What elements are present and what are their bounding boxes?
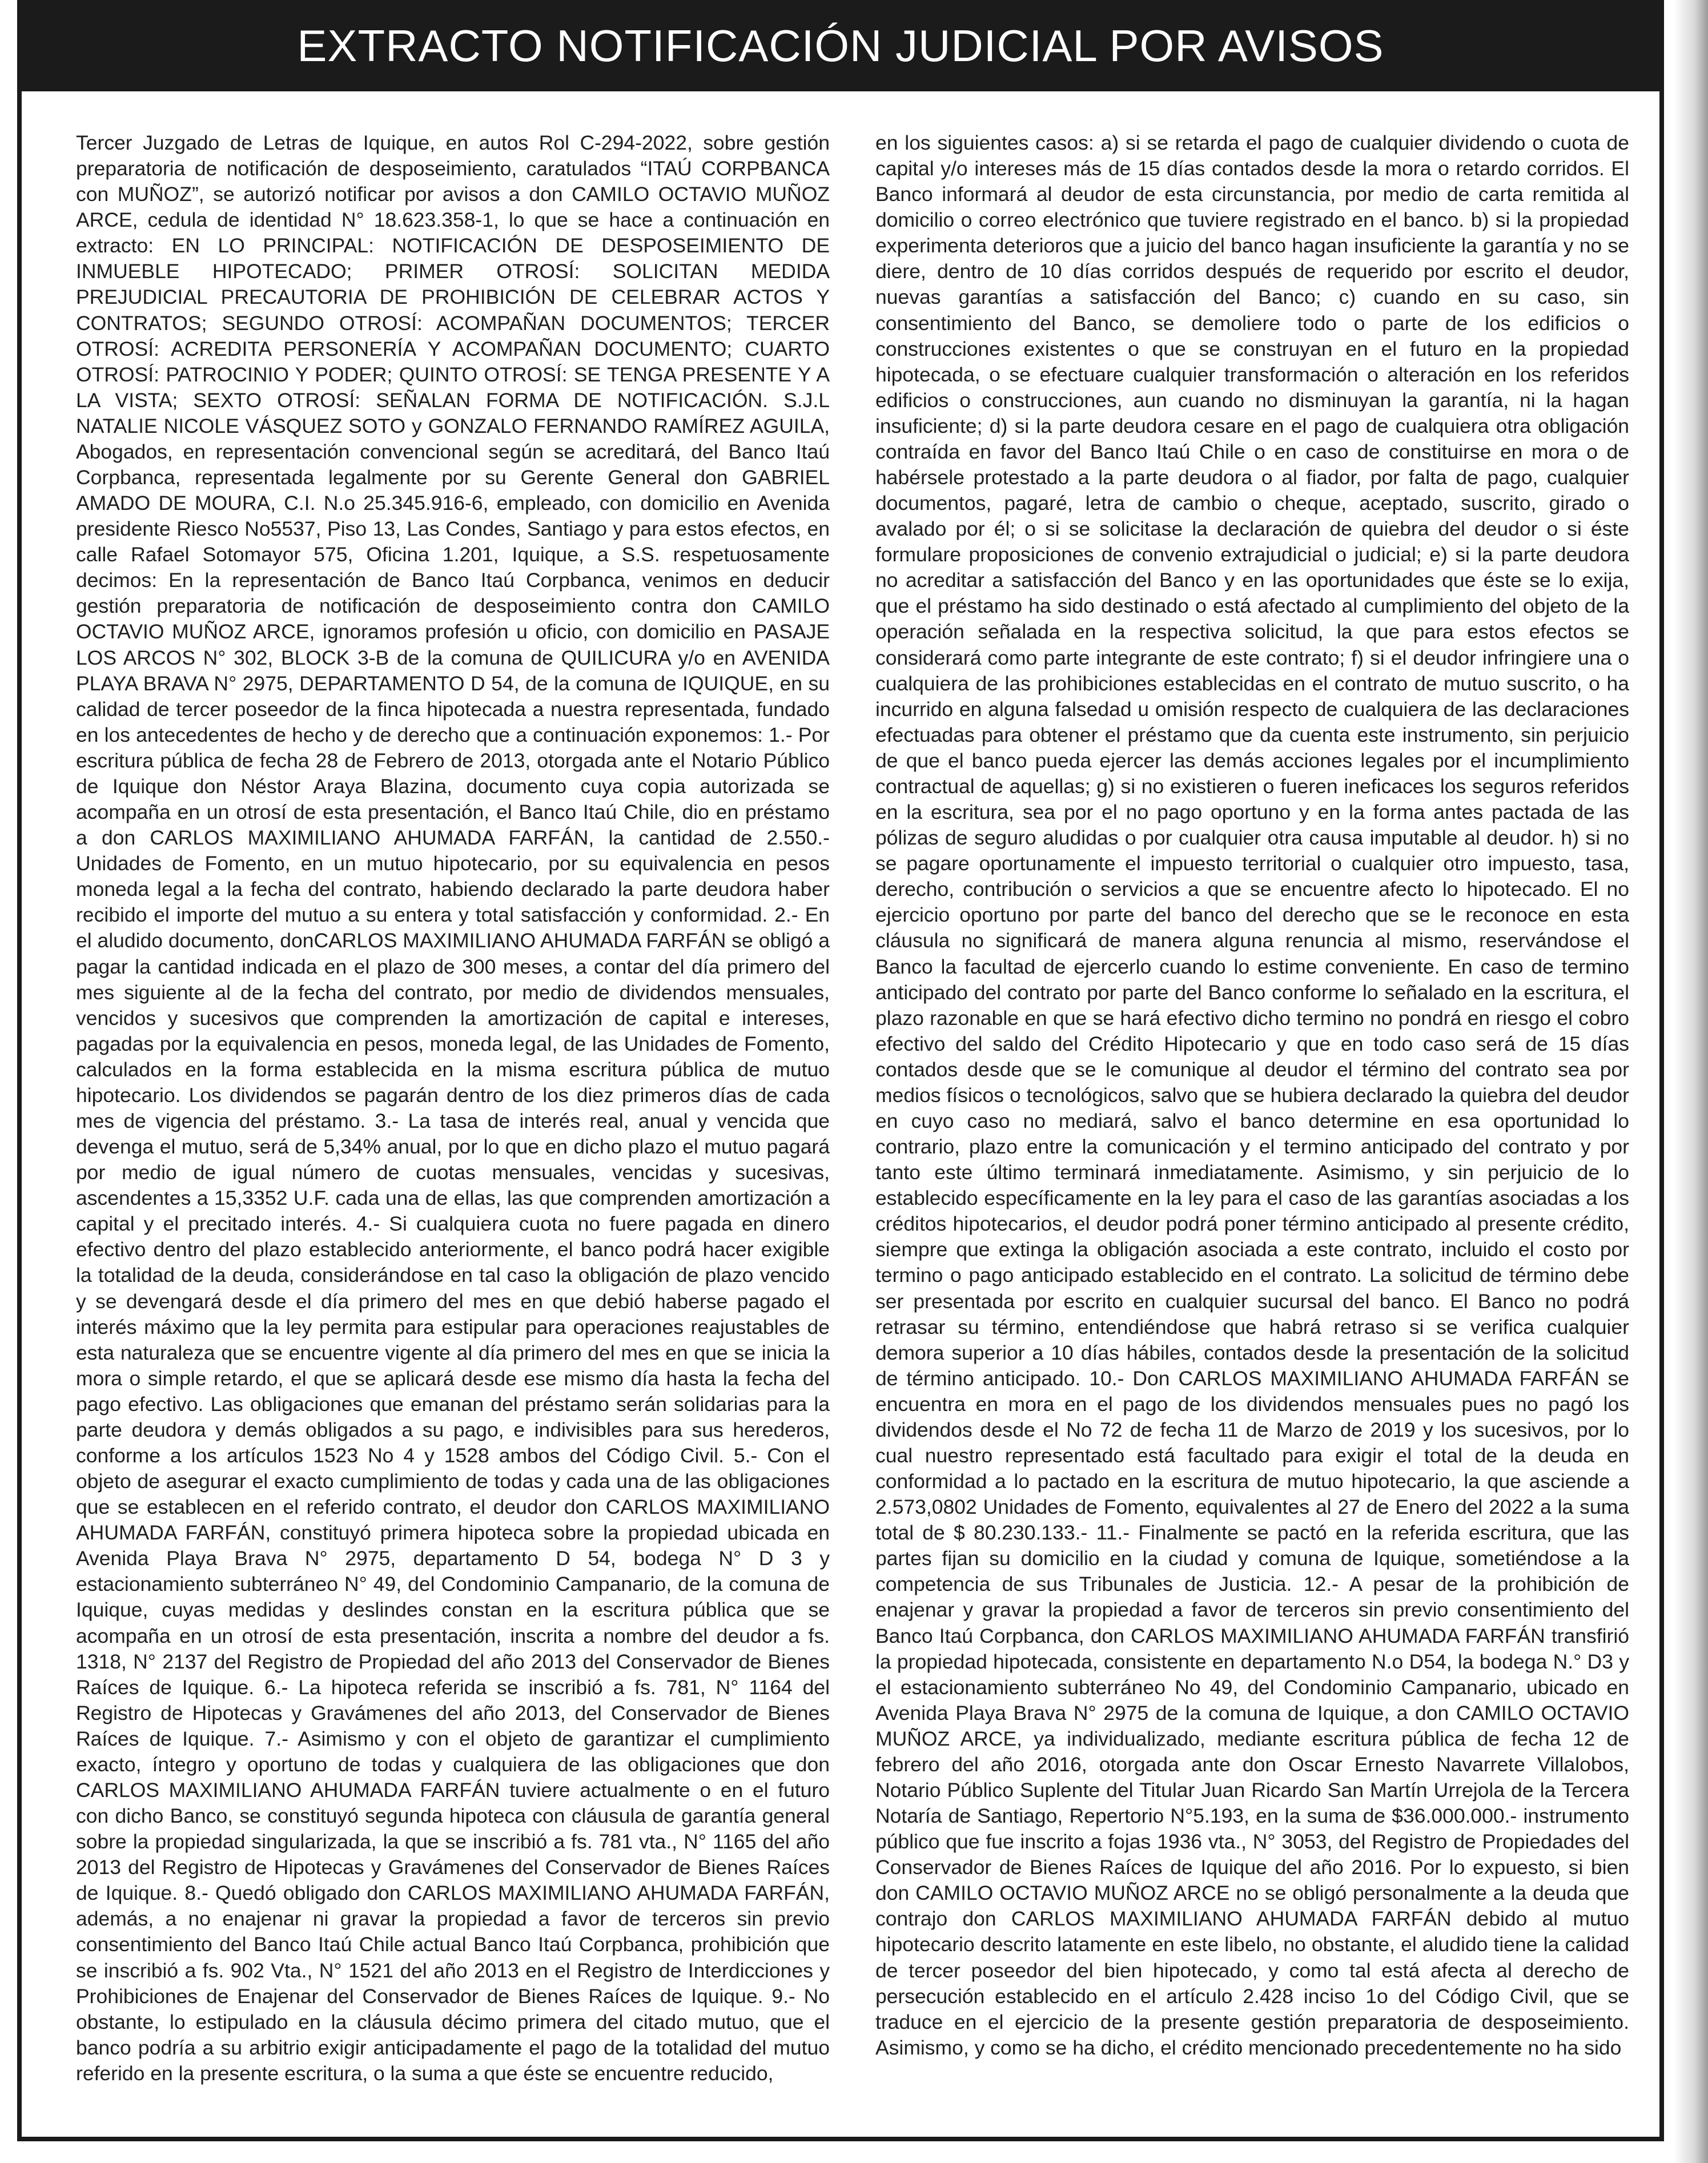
page-edge-shadow bbox=[1674, 0, 1708, 2163]
title-bar bbox=[22, 0, 1659, 91]
notice-frame bbox=[17, 0, 1664, 2141]
notice-title: EXTRACTO NOTIFICACIÓN JUDICIAL POR AVISOS bbox=[297, 20, 1384, 71]
text-column-left: Tercer Juzgado de Letras de Iquique, en autos Rol C-294-2022, sobre gestión preparatoria de notificación de desposeimiento, caratulados “ITAÚ CORPBANCA con MUÑOZ”, se autorizó notificar por avisos a don CAMILO OCTAVIO MUÑOZ ARCE, cedula de identidad N° 18.623.358-1, lo que se hace a continuación en extracto: EN LO PRINCIPAL: NOTIFICACIÓN DE DESPOSEIMIENTO DE INMUEBLE HIPOTECADO; PRIMER OTROSÍ: SOLICITAN MEDIDA PREJUDICIAL PRECAUTORIA DE PROHIBICIÓN DE CELEBRAR ACTOS Y CONTRATOS; SEGUNDO OTROSÍ: ACOMPAÑAN DOCUMENTOS; TERCER OTROSÍ: ACREDITA PERSONERÍA Y ACOMPAÑAN DOCUMENTO; CUARTO OTROSÍ: PATROCINIO Y PODER; QUINTO OTROSÍ: SE TENGA PRESENTE Y A LA VISTA; SEXTO OTROSÍ: SEÑALAN FORMA DE NOTIFICACIÓN. S.J.L NATALIE NICOLE VÁSQUEZ SOTO y GONZALO FERNANDO RAMÍREZ AGUILA, Abogados, en representación convencional según se acreditará, del Banco Itaú Corpbanca, representada legalmente por su Gerente General don GABRIEL AMADO DE MOURA, C.I. N.o 25.345.916-6, empleado, con domicilio en Avenida presidente Riesco No5537, Piso 13, Las Condes, Santiago y para estos efectos, en calle Rafael Sotomayor 575, Oficina 1.201, Iquique, a S.S. respetuosamente decimos: En la representación de Banco Itaú Corpbanca, venimos en deducir gestión preparatoria de notificación de desposeimiento contra don CAMILO OCTAVIO MUÑOZ ARCE, ignoramos profesión u oficio, con domicilio en PASAJE LOS ARCOS N° 302, BLOCK 3-B de la comuna de QUILICURA y/o en AVENIDA PLAYA BRAVA N° 2975, DEPARTAMENTO D 54, de la comuna de IQUIQUE, en su calidad de tercer poseedor de la finca hipotecada a nuestra representada, fundado en los antecedentes de hecho y de derecho que a continuación exponemos: 1.- Por escritura pública de fecha 28 de Febrero de 2013, otorgada ante el Notario Público de Iquique don Néstor Araya Blazina, documento cuya copia autorizada se acompaña en un otrosí de esta presentación, el Banco Itaú Chile, dio en préstamo a don CARLOS MAXIMILIANO AHUMADA FARFÁN, la cantidad de 2.550.- Unidades de Fomento, en un mutuo hipotecario, por su equivalencia en pesos moneda legal a la fecha del contrato, habiendo declarado la parte deudora haber recibido el importe del mutuo a su entera y total satisfacción y conformidad. 2.- En el aludido documento, donCARLOS MAXIMILIANO AHUMADA FARFÁN se obligó a pagar la cantidad indicada en el plazo de 300 meses, a contar del día primero del mes siguiente al de la fecha del contrato, por medio de dividendos mensuales, vencidos y sucesivos que comprenden la amortización de capital e intereses, pagadas por la equivalencia en pesos, moneda legal, de las Unidades de Fomento, calculados en la forma establecida en la misma escritura pública de mutuo hipotecario. Los dividendos se pagarán dentro de los diez primeros días de cada mes de vigencia del préstamo. 3.- La tasa de interés real, anual y vencida que devenga el mutuo, será de 5,34% anual, por lo que en dicho plazo el mutuo pagará por medio de igual número de cuotas mensuales, vencidas y sucesivas, ascendentes a 15,3352 U.F. cada una de ellas, las que comprenden amortización a capital y el precitado interés. 4.- Si cualquiera cuota no fuere pagada en dinero efectivo dentro del plazo establecido anteriormente, el banco podrá hacer exigible la totalidad de la deuda, considerándose en tal caso la obligación de plazo vencido y se devengará desde el día primero del mes en que debió haberse pagado el interés máximo que la ley permita para estipular para operaciones reajustables de esta naturaleza que se encuentre vigente al día primero del mes en que se inicia la mora o simple retardo, el que se aplicará desde ese mismo día hasta la fecha del pago efectivo. Las obligaciones que emanan del préstamo serán solidarias para la parte deudora y demás obligados a su pago, e indivisibles para sus herederos, conforme a los artículos 1523 No 4 y 1528 ambos del Código Civil. 5.- Con el objeto de asegurar el exacto cumplimiento de todas y cada una de las obligaciones que se establecen en el referido contrato, el deudor don CARLOS MAXIMILIANO AHUMADA FARFÁN, constituyó primera hipoteca sobre la propiedad ubicada en Avenida Playa Brava N° 2975, departamento D 54, bodega N° D 3 y estacionamiento subterráneo N° 49, del Condominio Campanario, de la comuna de Iquique, cuyas medidas y deslindes constan en la escritura pública que se acompaña en un otrosí de esta presentación, inscrita a nombre del deudor a fs. 1318, N° 2137 del Registro de Propiedad del año 2013 del Conservador de Bienes Raíces de Iquique. 6.- La hipoteca referida se inscribió a fs. 781, N° 1164 del Registro de Hipotecas y Gravámenes del año 2013, del Conservador de Bienes Raíces de Iquique. 7.- Asimismo y con el objeto de garantizar el cumplimiento exacto, íntegro y oportuno de todas y cualquiera de las obligaciones que don CARLOS MAXIMILIANO AHUMADA FARFÁN tuviere actualmente o en el futuro con dicho Banco, se constituyó segunda hipoteca con cláusula de garantía general sobre la propiedad singularizada, la que se inscribió a fs. 781 vta., N° 1165 del año 2013 del Registro de Hipotecas y Gravámenes del Conservador de Bienes Raíces de Iquique. 8.- Quedó obligado don CARLOS MAXIMILIANO AHUMADA FARFÁN, además, a no enajenar ni gravar la propiedad a favor de terceros sin previo consentimiento del Banco Itaú Chile actual Banco Itaú Corpbanca, prohibición que se inscribió a fs. 902 Vta., N° 1521 del año 2013 en el Registro de Interdicciones y Prohibiciones de Enajenar del Conservador de Bienes Raíces de Iquique. 9.- No obstante, lo estipulado en la cláusula décimo primera del citado mutuo, que el banco podría a su arbitrio exigir anticipadamente el pago de la totalidad del mutuo referido en la presente escritura, o la suma a que éste se encuentre reducido, bbox=[76, 131, 830, 2085]
text-column-right: en los siguientes casos: a) si se retarda el pago de cualquier dividendo o cuota de capital y/o intereses más de 15 días contados desde la mora o retardo corridos. El Banco informará al deudor de esta circunstancia, por medio de carta remitida al domicilio o correo electrónico que tuviere registrado en el banco. b) si la propiedad experimenta deterioros que a juicio del banco hagan insuficiente la garantía y no se diere, dentro de 10 días corridos después de requerido por escrito el deudor, nuevas garantías a satisfacción del Banco; c) cuando en su caso, sin consentimiento del Banco, se demoliere todo o parte de los edificios o construcciones existentes o que se construyan en el futuro en la propiedad hipotecada, o se efectuare cualquier transformación o alteración en los referidos edificios o construcciones, aun cuando no disminuyan la garantía, ni la hagan insuficiente; d) si la parte deudora cesare en el pago de cualquiera otra obligación contraída en favor del Banco Itaú Chile o en caso de constituirse en mora o de habérsele protestado a la parte deudora o al fiador, por falta de pago, cualquier documentos, pagaré, letra de cambio o cheque, aceptado, suscrito, girado o avalado por él; o si se solicitase la declaración de quiebra del deudor o si éste formulare proposiciones de convenio extrajudicial o judicial; e) si la parte deudora no acreditar a satisfacción del Banco y en las oportunidades que éste se lo exija, que el préstamo ha sido destinado o está afectado al cumplimiento del objeto de la operación señalada en la respectiva solicitud, la que para estos efectos se considerará como parte integrante de este contrato; f) si el deudor infringiere una o cualquiera de las prohibiciones establecidas en el contrato de mutuo suscrito, o ha incurrido en alguna falsedad u omisión respecto de cualquiera de las declaraciones efectuadas para obtener el préstamo que da cuenta este instrumento, sin perjuicio de que el banco pueda ejercer las demás acciones legales por el incumplimiento contractual de aquellas; g) si no existieren o fueren ineficaces los seguros referidos en la escritura, sea por el no pago oportuno y en la forma antes pactada de las pólizas de seguro aludidas o por cualquier otra causa imputable al deudor. h) si no se pagare oportunamente el impuesto territorial o cualquier otro impuesto, tasa, derecho, contribución o servicios a que se encuentre afecto lo hipotecado. El no ejercicio oportuno por parte del banco del derecho que se le reconoce en esta cláusula no significará de manera alguna renuncia al mismo, reservándose el Banco la facultad de ejercerlo cuando lo estime conveniente. En caso de termino anticipado del contrato por parte del Banco conforme lo señalado en la escritura, el plazo razonable en que se hará efectivo dicho termino no pondrá en riesgo el cobro efectivo del saldo del Crédito Hipotecario y que en todo caso será de 15 días contados desde que se le comunique al deudor el término del contrato sea por medios físicos o tecnológicos, salvo que se hubiera declarado la quiebra del deudor en cuyo caso no mediará, salvo el banco determine en esa oportunidad lo contrario, plazo entre la comunicación y el termino anticipado del contrato y por tanto este último terminará inmediatamente. Asimismo, y sin perjuicio de lo establecido específicamente en la ley para el caso de las garantías asociadas a los créditos hipotecarios, el deudor podrá poner término anticipado al presente crédito, siempre que extinga la obligación asociada a este contrato, incluido el costo por termino o pago anticipado establecido en el contrato. La solicitud de término debe ser presentada por escrito en cualquier sucursal del banco. El Banco no podrá retrasar su término, entendiéndose que habrá retraso si se verifica cualquier demora superior a 10 días hábiles, contados desde la presentación de la solicitud de término anticipado. 10.- Don CARLOS MAXIMILIANO AHUMADA FARFÁN se encuentra en mora en el pago de los dividendos mensuales pues no pagó los dividendos desde el No 72 de fecha 11 de Marzo de 2019 y los sucesivos, por lo cual nuestro representado está facultado para exigir el total de la deuda en conformidad a lo pactado en la escritura de mutuo hipotecario, la que asciende a 2.573,0802 Unidades de Fomento, equivalentes al 27 de Enero del 2022 a la suma total de $ 80.230.133.- 11.- Finalmente se pactó en la referida escritura, que las partes fijan su domicilio en la ciudad y comuna de Iquique, sometiéndose a la competencia de sus Tribunales de Justicia. 12.- A pesar de la prohibición de enajenar y gravar la propiedad a favor de terceros sin previo consentimiento del Banco Itaú Corpbanca, don CARLOS MAXIMILIANO AHUMADA FARFÁN transfirió la propiedad hipotecada, consistente en departamento N.o D54, la bodega N.° D3 y el estacionamiento subterráneo No 49, del Condominio Campanario, ubicado en Avenida Playa Brava N° 2975 de la comuna de Iquique, a don CAMILO OCTAVIO MUÑOZ ARCE, ya individualizado, mediante escritura pública de fecha 12 de febrero del año 2016, otorgada ante don Oscar Ernesto Navarrete Villalobos, Notario Público Suplente del Titular Juan Ricardo San Martín Urrejola de la Tercera Notaría de Santiago, Repertorio N°5.193, en la suma de $36.000.000.- instrumento público que fue inscrito a fojas 1936 vta., N° 3053, del Registro de Propiedades del Conservador de Bienes Raíces de Iquique del año 2016. Por lo expuesto, si bien don CAMILO OCTAVIO MUÑOZ ARCE no se obligó personalmente a la deuda que contrajo don CARLOS MAXIMILIANO AHUMADA FARFÁN debido al mutuo hipotecario descrito latamente en este libelo, no obstante, el aludido tiene la calidad de tercer poseedor del bien hipotecado, y como tal está afecta al derecho de persecución establecido en el artículo 2.428 inciso 1o del Código Civil, que se traduce en el ejercicio de la presente gestión preparatoria de desposeimiento. Asimismo, y como se ha dicho, el crédito mencionado precedentemente no ha sido bbox=[875, 131, 1629, 2059]
notice-body bbox=[76, 130, 1629, 2112]
